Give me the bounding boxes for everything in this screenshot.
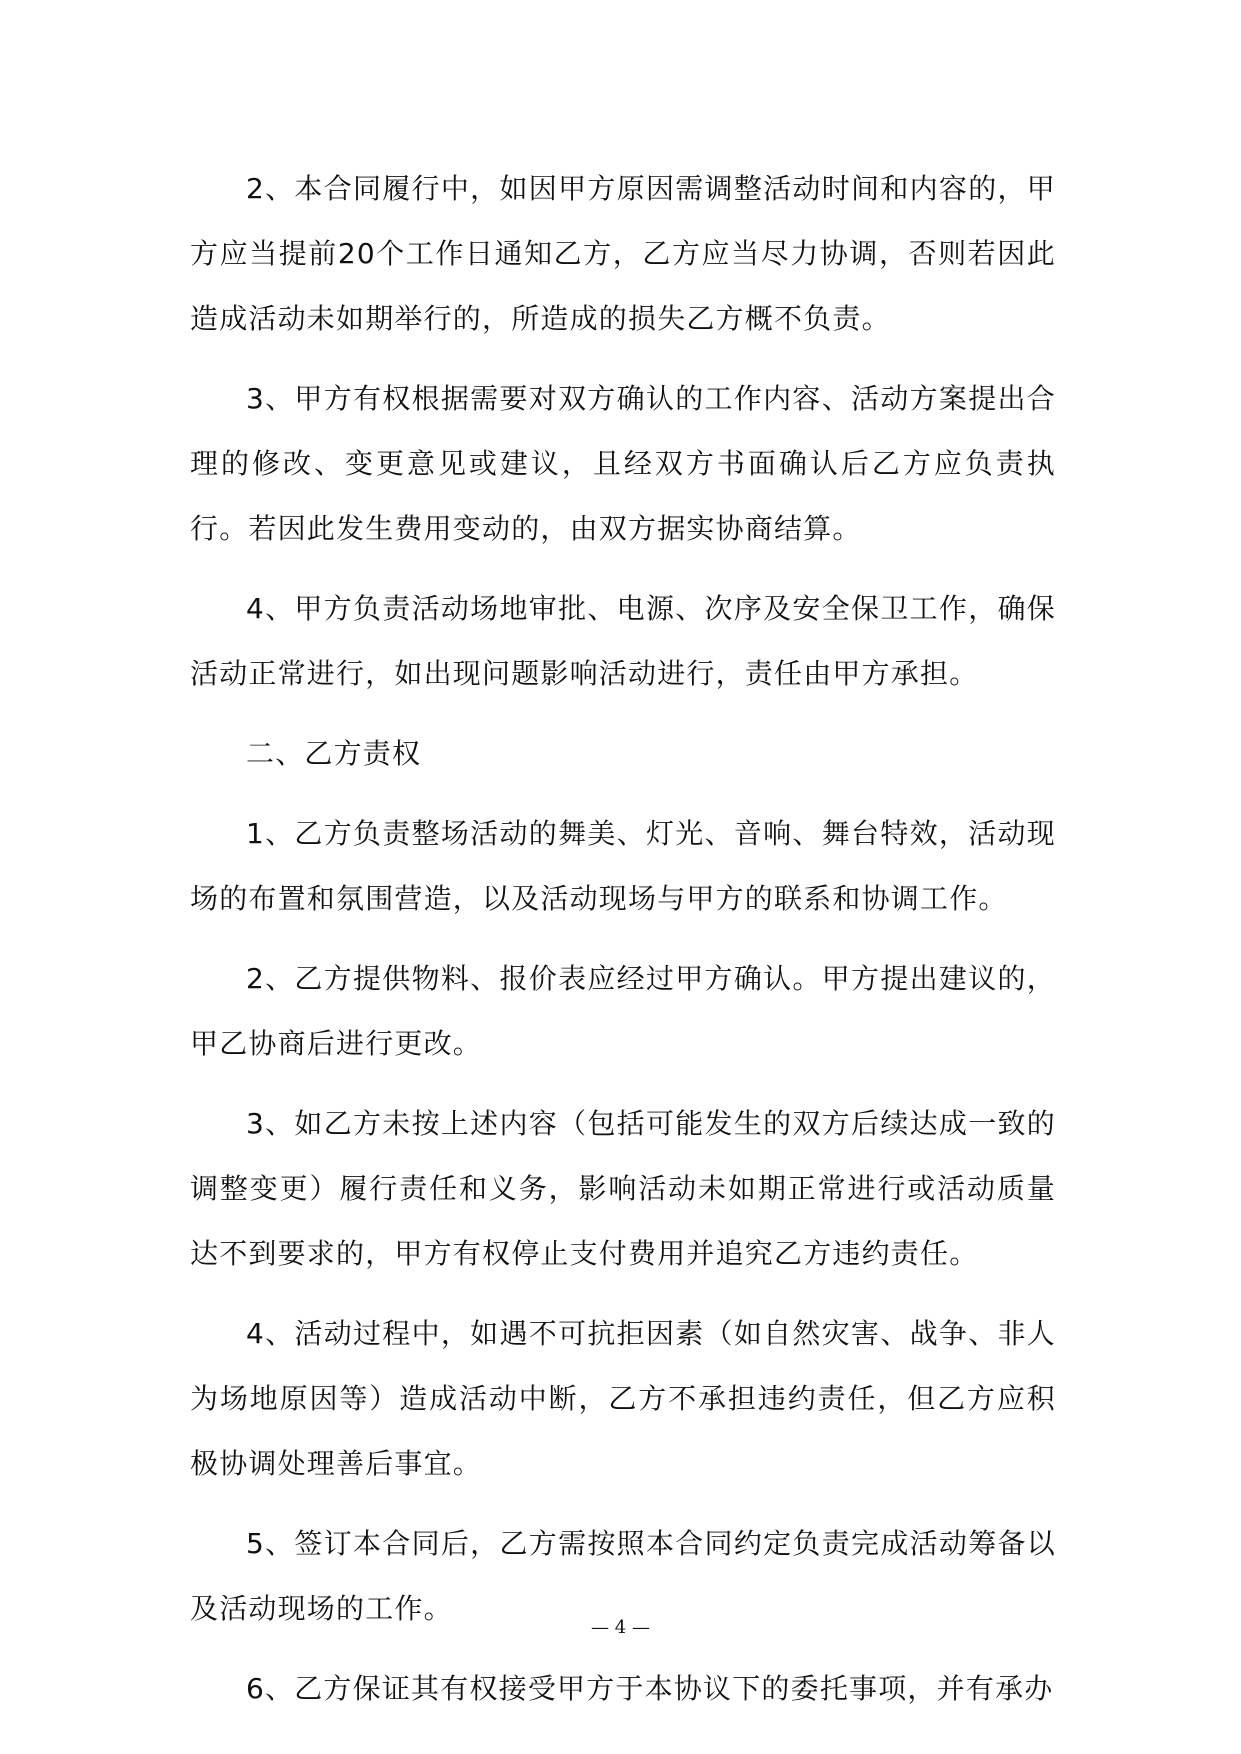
clause-paragraph: 3、如乙方未按上述内容（包括可能发生的双方后续达成一致的调整变更）履行责任和义务，影响活动未如期正常进行或活动质量达不到要求的，甲方有权停止支付费用并追究乙方违约责任。: [190, 1107, 1056, 1270]
clause-paragraph: 5、签订本合同后，乙方需按照本合同约定负责完成活动筹备以及活动现场的工作。: [190, 1527, 1056, 1625]
clause-paragraph: 4、活动过程中，如遇不可抗拒因素（如自然灾害、战争、非人为场地原因等）造成活动中断，乙方不承担违约责任，但乙方应积极协调处理善后事宜。: [190, 1317, 1056, 1480]
clause-paragraph: 3、甲方有权根据需要对双方确认的工作内容、活动方案提出合理的修改、变更意见或建议，且经双方书面确认后乙方应负责执行。若因此发生费用变动的，由双方据实协商结算。: [190, 382, 1056, 545]
section-heading: 二、乙方责权: [246, 737, 422, 770]
clause-paragraph: 2、本合同履行中，如因甲方原因需调整活动时间和内容的，甲方应当提前20个工作日通知乙方，乙方应当尽力协调，否则若因此造成活动未如期举行的，所造成的损失乙方概不负责。: [190, 172, 1056, 335]
clause-paragraph: 4、甲方负责活动场地审批、电源、次序及安全保卫工作，确保活动正常进行，如出现问题影响活动进行，责任由甲方承担。: [190, 592, 1056, 690]
page-number: — 4 —: [591, 1617, 650, 1638]
clause-paragraph: 1、乙方负责整场活动的舞美、灯光、音响、舞台特效，活动现场的布置和氛围营造，以及活动现场与甲方的联系和协调工作。: [190, 817, 1056, 915]
clause-paragraph: 2、乙方提供物料、报价表应经过甲方确认。甲方提出建议的，甲乙协商后进行更改。: [190, 962, 1056, 1060]
document-body: [190, 156, 1056, 1736]
clause-paragraph: 6、乙方保证其有权接受甲方于本协议下的委托事项，并有承办: [246, 1672, 1054, 1705]
